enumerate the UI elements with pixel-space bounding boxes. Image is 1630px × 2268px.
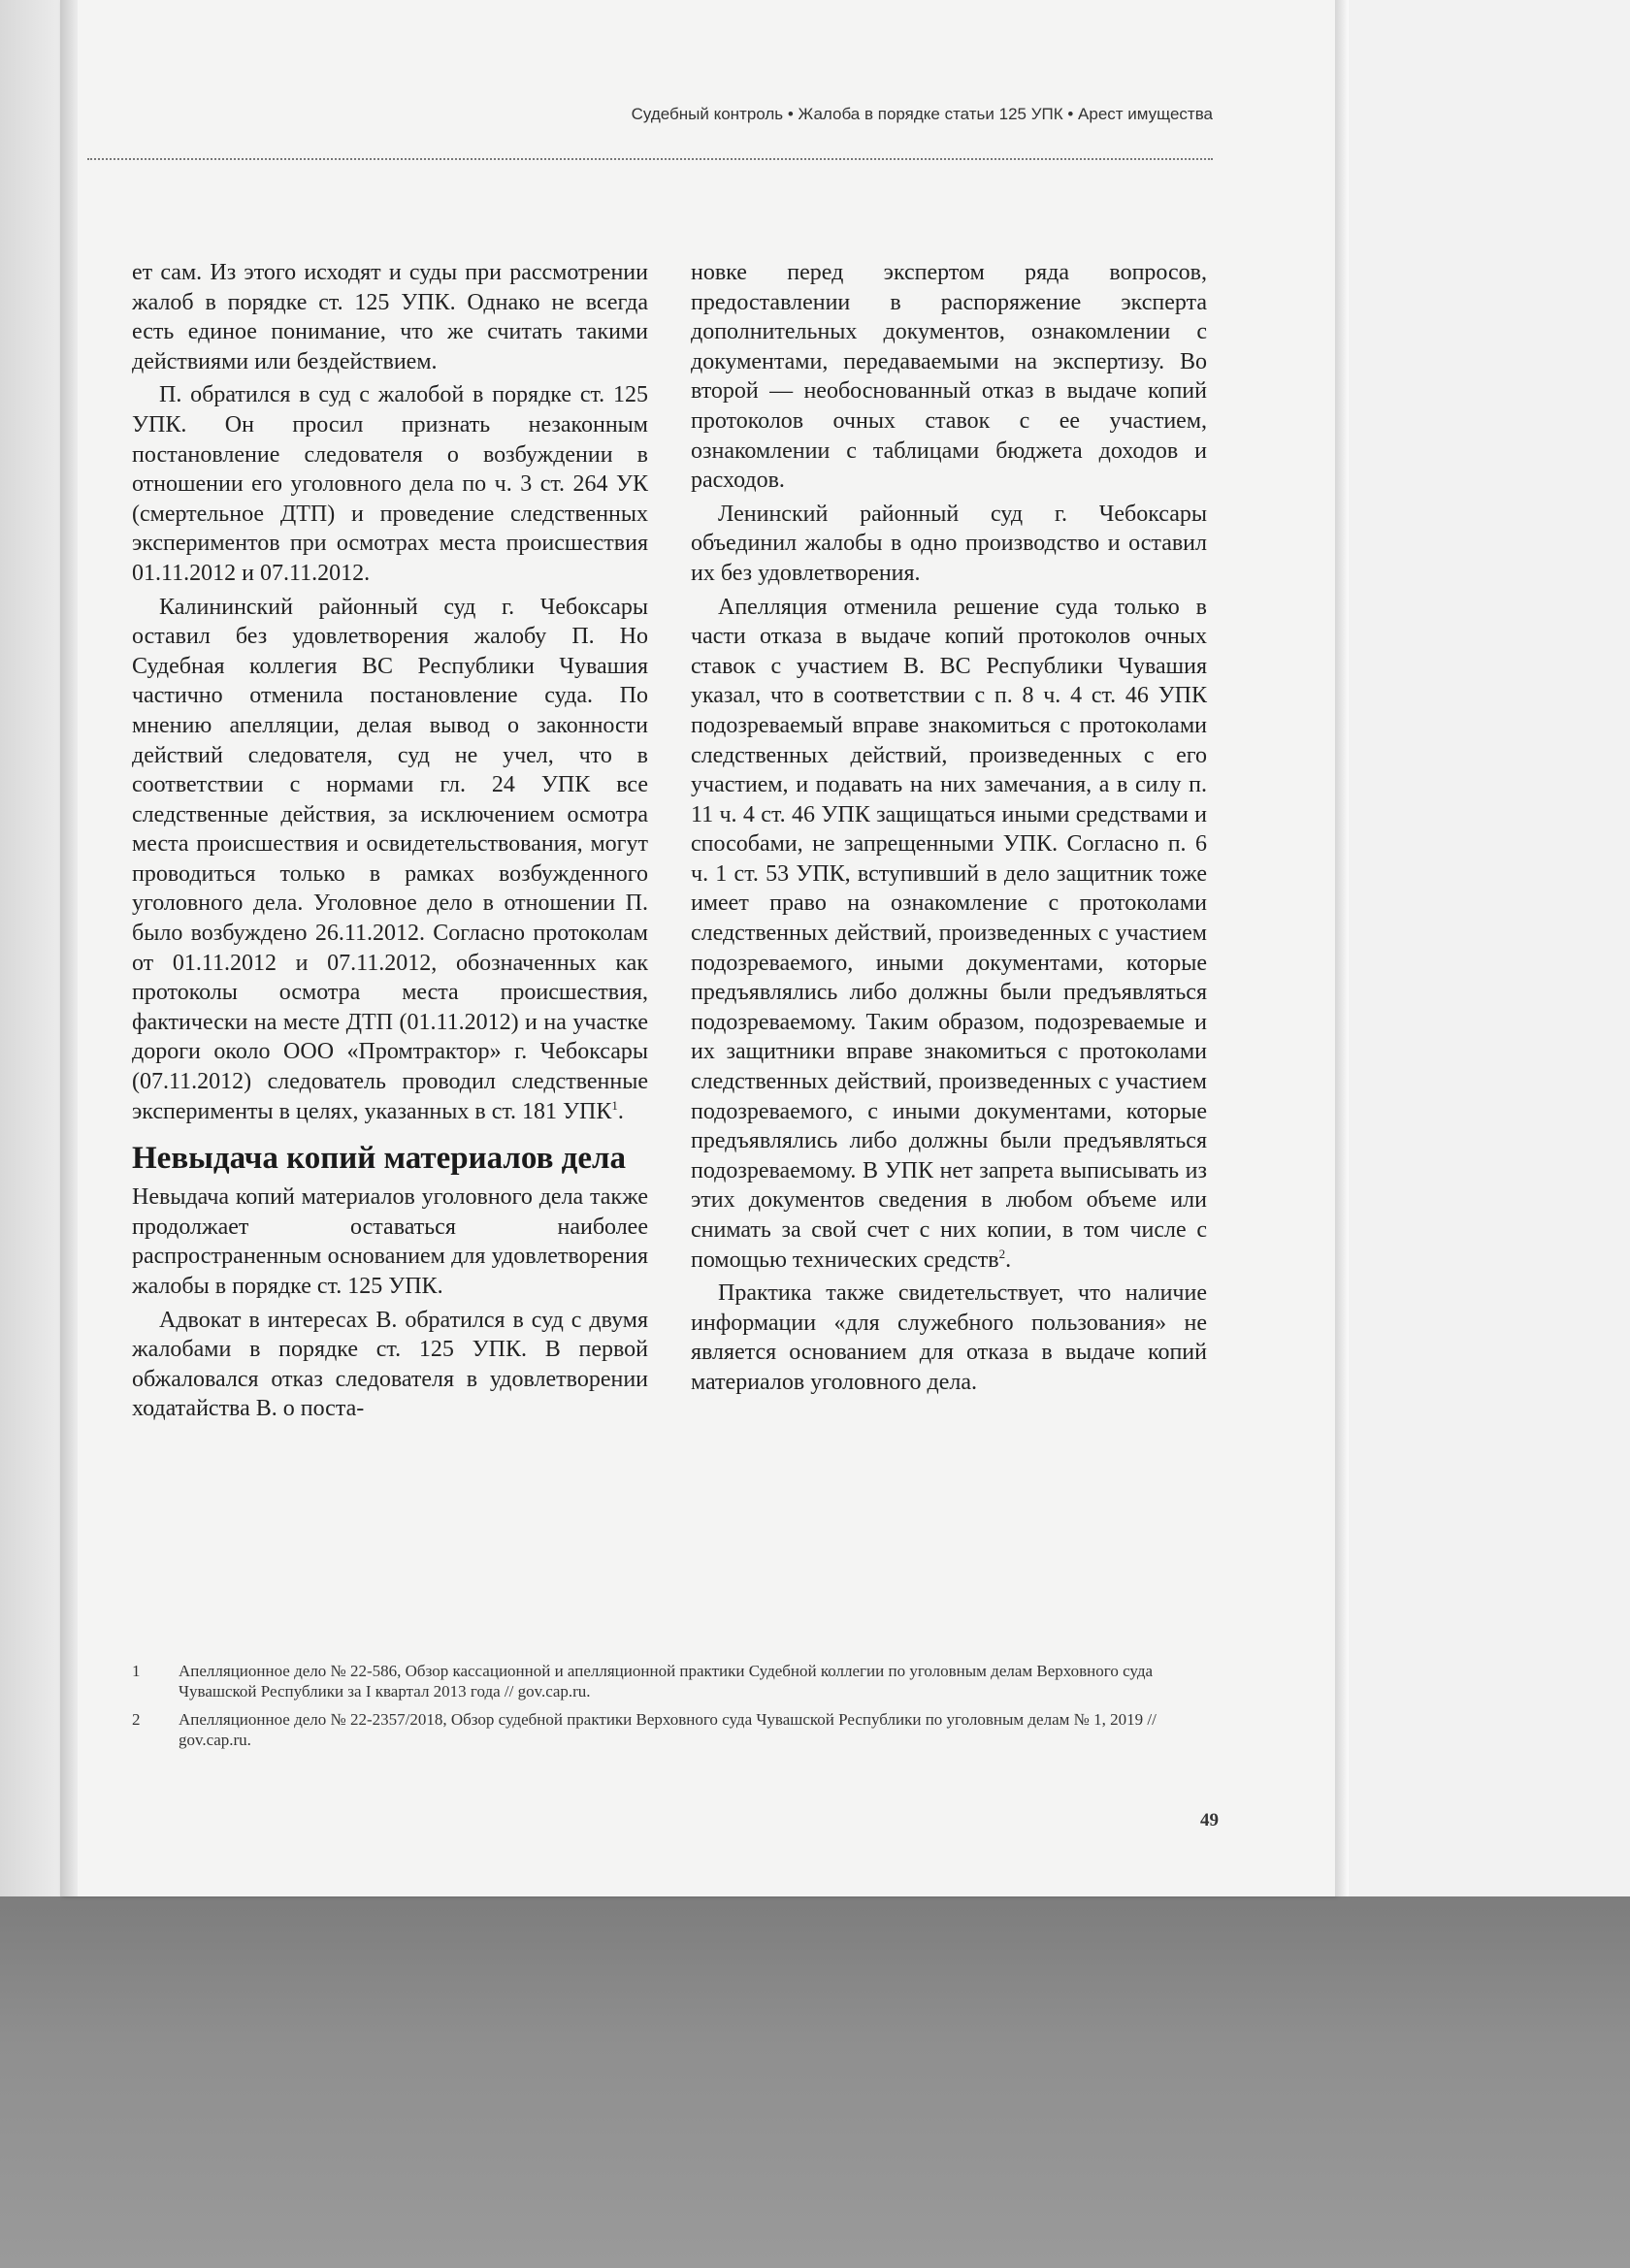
footnote-text: Апелляционное дело № 22-586, Обзор кассационной и апелляционной практики Судебной коллегии по уголовным делам Верховного суда Чувашской Республики за I квартал 2013 года // gov.cap.ru.: [179, 1662, 1154, 1701]
footnote: [132, 1709, 1209, 1750]
footnote: [132, 1661, 1209, 1701]
paragraph-end: .: [1005, 1247, 1012, 1273]
section-heading: Невыдача копий материалов дела: [132, 1141, 627, 1177]
footnote-text: Апелляционное дело № 22-2357/2018, Обзор судебной практики Верховного суда Чувашской Республики по уголовным делам № 1, 2019 // gov.cap.ru.: [179, 1710, 1157, 1749]
footnote-number: 1: [132, 1662, 141, 1680]
paragraph: Адвокат в интересах В. обратился в суд с двумя жалобами в порядке ст. 125 УПК. В первой обжаловался отказ следователя в удовлетворении ходатайства В. о поста-: [132, 1307, 648, 1422]
page-right-edge: [1335, 0, 1349, 1896]
paragraph: Ленинский районный суд г. Чебоксары объединил жалобы в одно производство и оставил их без удовлетворения.: [691, 501, 1207, 586]
paragraph: П. обратился в суд с жалобой в порядке ст. 125 УПК. Он просил признать незаконным постановление следователя о возбуждении в отношении его уголовного дела по ч. 3 ст. 264 УК (смертельное ДТП) и проведение следственных экспериментов при осмотрах места происшествия 01.11.2012 и 07.11.2012.: [132, 382, 648, 586]
scanner-background-bottom: [0, 1896, 1630, 2268]
paragraph: новке перед экспертом ряда вопросов, предоставлении в распоряжение эксперта дополнительных документов, ознакомлении с документами, передаваемыми на экспертизу. Во второй — необоснованный отказ в выдаче копий протоколов очных ставок с ее участием, ознакомлении с таблицами бюджета доходов и расходов.: [691, 260, 1207, 494]
paragraph: Практика также свидетельствует, что наличие информации «для служебного пользования» не является основанием для отказа в выдаче копий материалов уголовного дела.: [691, 1280, 1207, 1395]
paragraph-text: Апелляция отменила решение суда только в части отказа в выдаче копий протоколов очных ставок с участием В. ВС Республики Чувашия указал, что в соответствии с п. 8 ч. 4 ст. 46 УПК подозреваемый вправе знакомиться с протоколами следственных действий, произведенных с его участием, и подавать на них замечания, а в силу п. 11 ч. 4 ст. 46 УПК защищаться иными средствами и способами, не запрещенными УПК. Согласно п. 6 ч. 1 ст. 53 УПК, вступивший в дело защитник тоже имеет право на ознакомление с протоколами следственных действий, произведенных с участием подозреваемого, иными документами, которые предъявлялись либо должны были предъявляться подозреваемому. Таким образом, подозреваемые и их защитники вправе знакомиться с протоколами следственных действий, произведенных с участием подозреваемого, с иными документами, которые предъявлялись либо должны были предъявляться подозреваемому. В УПК нет запрета выписывать из этих документов сведения в любом объеме или снимать за свой счет с них копии, в том числе с помощью технических средств: [691, 594, 1207, 1273]
paragraph: [691, 593, 1207, 1276]
footnotes: [132, 1661, 1209, 1758]
paragraph: Невыдача копий материалов уголовного дела также продолжает оставаться наиболее распространенным основанием для удовлетворения жалобы в порядке ст. 125 УПК.: [132, 1184, 648, 1299]
left-column: [132, 258, 648, 1424]
page-number: 49: [1200, 1810, 1219, 1831]
paragraph: ет сам. Из этого исходят и суды при рассмотрении жалоб в порядке ст. 125 УПК. Однако не всегда есть единое понимание, что же считать такими действиями или бездействием.: [132, 260, 648, 374]
paragraph: [132, 593, 648, 1127]
right-column: [691, 258, 1207, 1398]
header-rule: [87, 158, 1213, 160]
footnote-number: 2: [132, 1710, 141, 1729]
footnote-ref: 2: [998, 1246, 1006, 1261]
paragraph-end: .: [617, 1098, 624, 1124]
running-header: Судебный контроль • Жалоба в порядке статьи 125 УПК • Арест имущества: [631, 105, 1213, 123]
page-spine-shadow: [60, 0, 78, 1896]
paragraph-text: Калининский районный суд г. Чебоксары оставил без удовлетворения жалобу П. Но Судебная коллегия ВС Республики Чувашия частично отменила постановление суда. По мнению апелляции, делая вывод о законности действий следователя, суд не учел, что в соответствии с нормами гл. 24 УПК все следственные действия, за исключением осмотра места происшествия и освидетельствования, могут проводиться только в рамках возбужденного уголовного дела. Уголовное дело в отношении П. было возбуждено 26.11.2012. Согласно протоколам от 01.11.2012 и 07.11.2012, обозначенных как протоколы осмотра места происшествия, фактически на месте ДТП (01.11.2012) и на участке дороги около ООО «Промтрактор» г. Чебоксары (07.11.2012) следователь проводил следственные эксперименты в целях, указанных в ст. 181 УПК: [132, 594, 648, 1124]
footnote-ref: 1: [611, 1097, 618, 1113]
